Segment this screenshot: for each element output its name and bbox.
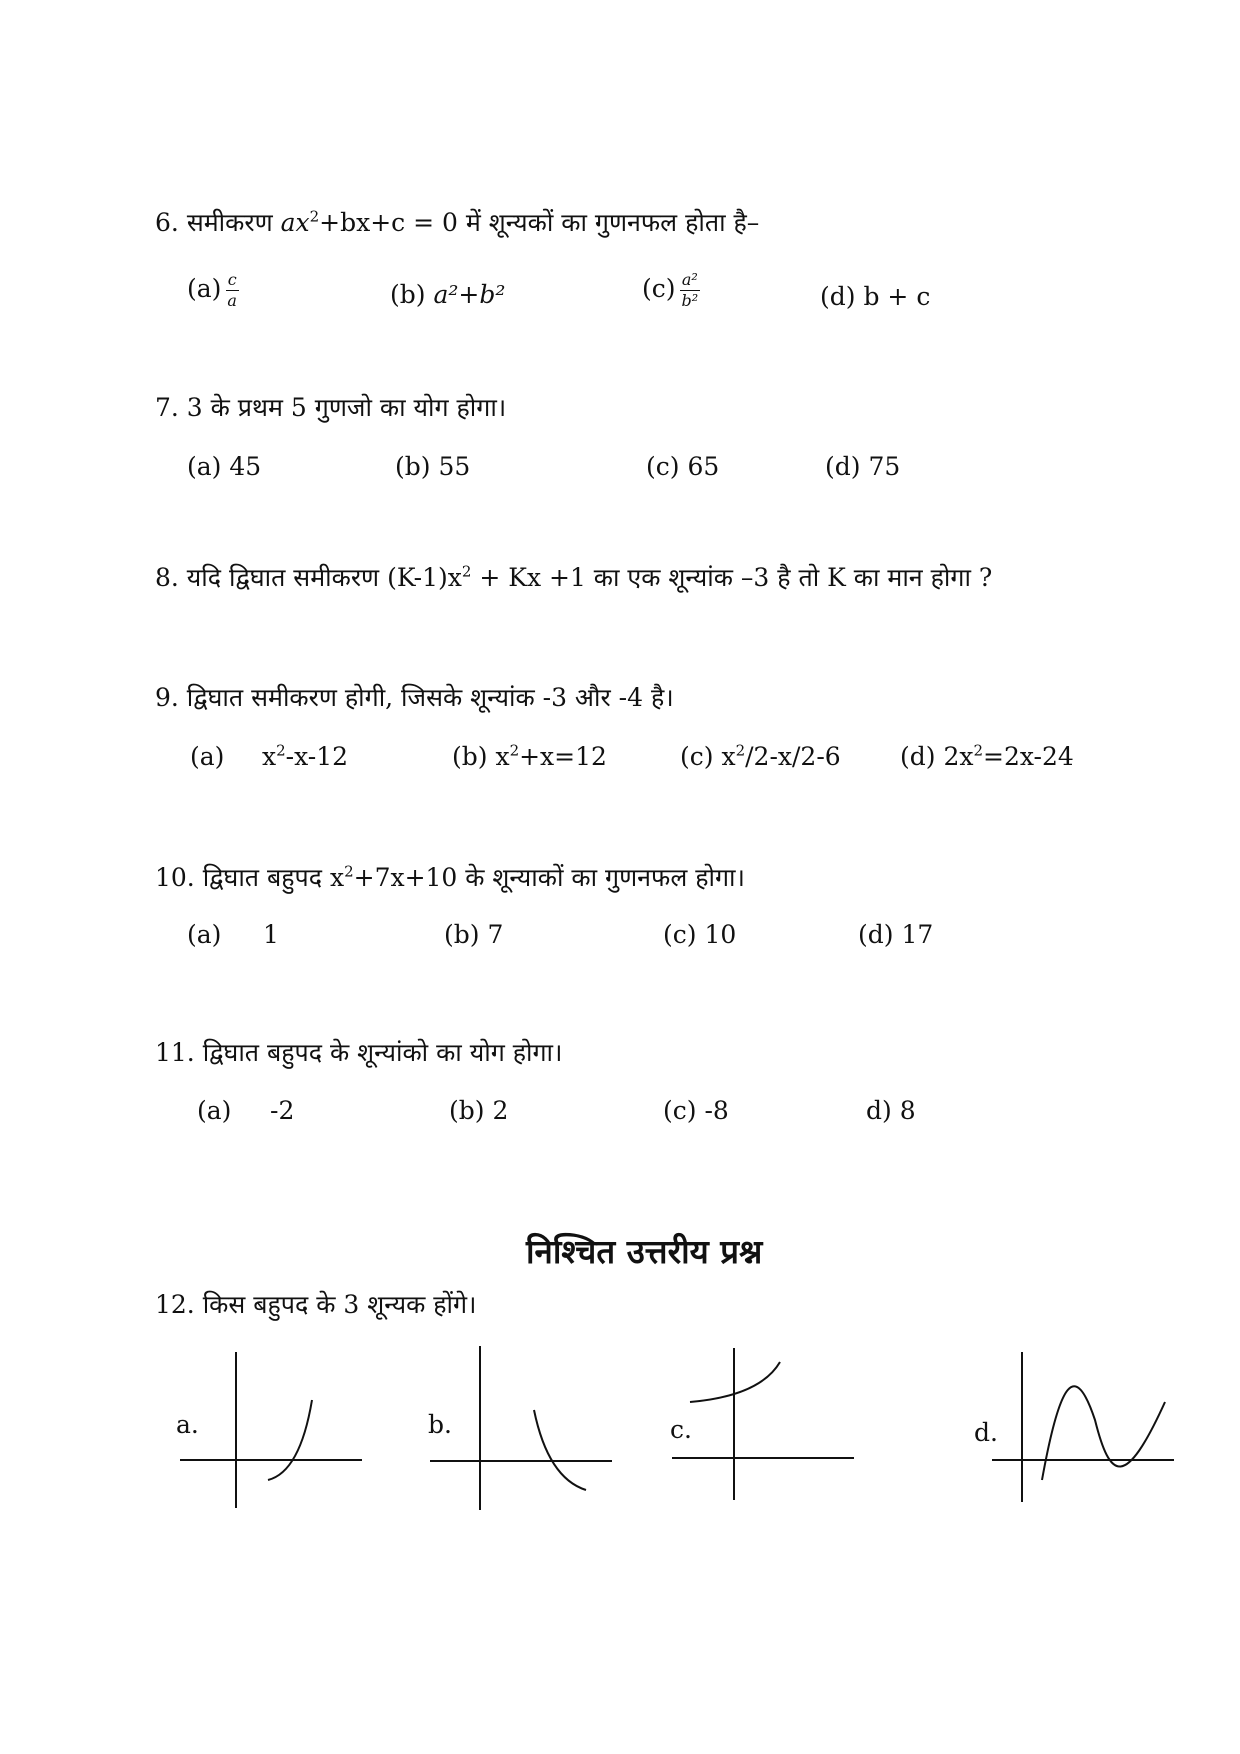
question-11: 11. द्विघात बहुपद के शून्यांको का योग होगा। <box>155 1038 563 1067</box>
option-c: (c) 65 <box>646 452 720 481</box>
curve <box>268 1400 312 1480</box>
question-11-options <box>0 1096 1240 1146</box>
option-d: (d) 17 <box>858 920 934 949</box>
section-heading: निश्चित उत्तरीय प्रश्न <box>526 1232 763 1271</box>
option-d: d) 8 <box>866 1096 916 1125</box>
graph-c <box>672 1348 854 1500</box>
curve <box>534 1410 586 1490</box>
option-a-label: (a) <box>187 920 222 949</box>
question-7: 7. 3 के प्रथम 5 गुणजो का योग होगा। <box>155 393 507 422</box>
option-d: (d) $2x^2=2x-24$ <box>900 741 1074 771</box>
option-b: (b) $x^2+x=12$ <box>452 741 607 771</box>
option-c: (c) $x^2/2-x/2-6$ <box>680 741 841 771</box>
question-8: 8. यदि द्विघात समीकरण $(K-1)x^2 + Kx +1$ का एक शून्यांक –3 है तो K का मान होगा ? <box>155 562 993 592</box>
graph-d <box>992 1352 1174 1502</box>
option-c: (c) $\frac{\text{a²}}{\text{b²}}$ <box>642 270 699 310</box>
graph-label-a: a. <box>176 1410 199 1439</box>
option-b: (b) 2 <box>449 1096 509 1125</box>
option-b: (b) a²+b² <box>390 280 506 309</box>
question-9-options <box>0 742 1240 792</box>
fraction: $\frac{\text{a²}}{\text{b²}}$ <box>681 270 699 310</box>
curve <box>1042 1386 1165 1480</box>
question-9: 9. द्विघात समीकरण होगी, जिसके शून्यांक -3 और -4 है। <box>155 683 674 712</box>
option-a: (a) 45 <box>187 452 262 481</box>
graph-label-c: c. <box>670 1415 692 1444</box>
option-d: (d) b + c <box>820 282 931 311</box>
question-10: 10. द्विघात बहुपद $x^2+7x+10$ के शून्याकों का गुणनफल होगा। <box>155 862 745 892</box>
option-b: (b) 7 <box>444 920 504 949</box>
question-12: 12. किस बहुपद के 3 शून्यक होंगे। <box>155 1290 477 1319</box>
graph-label-d: d. <box>974 1418 998 1447</box>
option-a: $x^2-x-12$ <box>262 741 349 771</box>
fraction: $\frac{c}{a}$ <box>227 270 237 310</box>
option-a: 1 <box>263 920 279 949</box>
option-a-label: (a) <box>190 742 225 771</box>
option-c: (c) 10 <box>663 920 737 949</box>
option-a: -2 <box>270 1096 295 1125</box>
option-b: (b) 55 <box>395 452 471 481</box>
option-a-label: (a) <box>197 1096 232 1125</box>
question-6-options <box>0 272 1240 322</box>
graph-label-b: b. <box>428 1410 452 1439</box>
question-6: 6. समीकरण $ax^2+bx+c = 0$ में शून्यकों का गुणनफल होता है– <box>155 207 760 237</box>
option-c: (c) -8 <box>663 1096 729 1125</box>
question-10-options <box>0 920 1240 970</box>
option-d: (d) 75 <box>825 452 901 481</box>
graph-a <box>180 1352 362 1508</box>
option-a: (a) $\frac{c}{a}$ <box>187 270 237 310</box>
graph-b <box>430 1346 612 1510</box>
question-7-options <box>0 452 1240 502</box>
polynomial-graphs <box>0 1340 1240 1520</box>
